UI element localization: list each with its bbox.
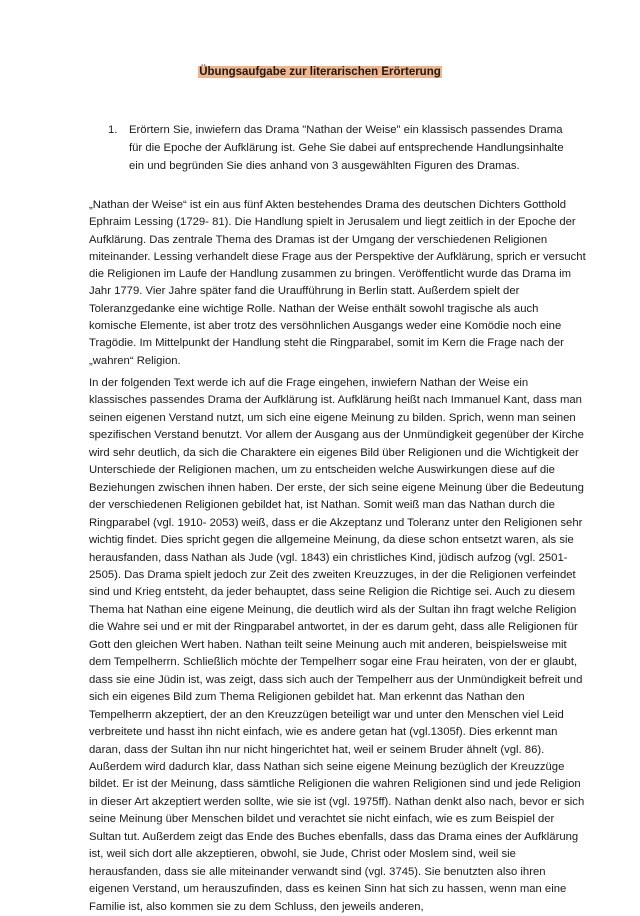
task-number: 1.: [108, 124, 118, 136]
paragraph-main: In der folgenden Text werde ich auf die Frage eingehen, inwiefern Nathan der Weise ein klassisches passendes Drama der Aufklärung ist. Aufklärung heißt nach Immanuel Kant, dass man seinen eigenen Verstand nutzt, um sich eine eigene Meinung zu bilden. Sprich, wenn man seinen spezifischen Verstand benutzt. Vor allem der Ausgang aus der Unmündigkeit gegenüber der Kirche wird sehr deutlich, da sich die Charaktere ein eigenes Bild über Religionen und die Wichtigkeit der Unterschiede der Religionen machen, um zu entscheiden welche Auswirkungen diese auf die Beziehungen zwischen ihnen haben. Der erste, der sich seine eigene Meinung über die Bedeutung der verschiedenen Religionen gebildet hat, ist Nathan. Somit weiß man das Nathan durch die Ringparabel (vgl. 1910- 2053) weiß, dass er die Akzeptanz und Toleranz unter den Religionen sehr wichtig findet. Dies spricht gegen die allgemeine Meinung, da diese schon entsetzt waren, als sie herausfanden, dass Nathan als Jude (vgl. 1843) ein christliches Kind, jüdisch aufzog (vgl. 2501-2505). Das Drama spielt jedoch zur Zeit des zweiten Kreuzzuges, in der die Religionen verfeindet sind und Krieg entsteht, da jeder behauptet, dass seine Religion die Richtige sei. Auch zu diesem Thema hat Nathan eine eigene Meinung, die deutlich wird als der Sultan ihn fragt welche Religion die Wahre sei und er mit der Ringparabel antwortet, in der es darum geht, dass alle Religionen für Gott den gleichen Wert haben. Nathan teilt seine Meinung auch mit anderen, beispielsweise mit dem Tempelherrn. Schließlich möchte der Tempelherr sogar eine Frau heiraten, von der er glaubt, dass sie eine Jüdin ist, was zeigt, dass sich auch der Tempelherr aus der Unmündigkeit befreit und sich ein eigenes Bild zum Thema Religionen gebildet hat. Man erkennt das Nathan den Tempelherrn akzeptiert, der an den Kreuzzügen beteiligt war und unter den Menschen viel Leid verbreitete und hasst ihn nicht einfach, wie es andere getan hat (vgl.1305f). Dies erkennt man daran, dass der Sultan ihn nur nicht hingerichtet hat, weil er seinem Bruder ähnelt (vgl. 86). Außerdem wird dadurch klar, dass Nathan sich seine eigene Meinung bezüglich der Kreuzzüge bildet. Er ist der Meinung, dass sämtliche Religionen die wahren Religionen sind und jede Religion in dieser Art akzeptiert werden sollte, wie sie ist (vgl. 1975ff). Nathan denkt also nach, bevor er sich seine Meinung über Menschen bildet und verachtet sie nicht einfach, wie es zum Beispiel der Sultan tut. Außerdem zeigt das Ende des Buches ebenfalls, dass das Drama eines der Aufklärung ist, weil sich dort alle akzeptieren, obwohl, sie Jude, Christ oder Moslem sind, weil sie herausfanden, dass sie alle miteinander verwandt sind (vgl. 3745). Sie benutzten also ihren eigenen Verstand, um herauszufinden, dass es keinen Sinn hat sich zu hassen, wenn man eine Familie ist, also kommen sie zu dem Schluss, den jeweils anderen,: [89, 377, 585, 913]
document-title: [0, 66, 640, 78]
document-title-text: Übungsaufgabe zur literarischen Erörterung: [199, 66, 441, 78]
task-item: [108, 121, 578, 175]
paragraph-introduction: „Nathan der Weise“ ist ein aus fünf Akten bestehendes Drama des deutschen Dichters Gotthold Ephraim Lessing (1729- 81). Die Handlung spielt in Jerusalem und liegt zeitlich in der Epoche der Aufklärung. Das zentrale Thema des Dramas ist der Umgang der verschiedenen Religionen miteinander. Lessing verhandelt diese Frage aus der Perspektive der Aufklärung, sprich er versucht die Religionen im Laufe der Handlung zusammen zu bringen. Veröffentlicht wurde das Drama im Jahr 1779. Vier Jahre später fand die Uraufführung in Berlin statt. Außerdem spielt der Toleranzgedanke eine wichtige Rolle. Nathan der Weise enthält sowohl tragische als auch komische Elemente, ist aber trotz des versöhnlichen Ausgangs weder eine Komödie noch eine Tragödie. Im Mittelpunkt der Handlung steht die Ringparabel, somit im Kern die Frage nach der „wahren“ Religion.: [89, 199, 586, 367]
task-text: Erörtern Sie, inwiefern das Drama "Nathan der Weise" ein klassisch passendes Drama für die Epoche der Aufklärung ist. Gehe Sie dabei auf entsprechende Handlungsinhalte ein und begründen Sie dies anhand von 3 ausgewählten Figuren des Dramas.: [129, 124, 564, 172]
